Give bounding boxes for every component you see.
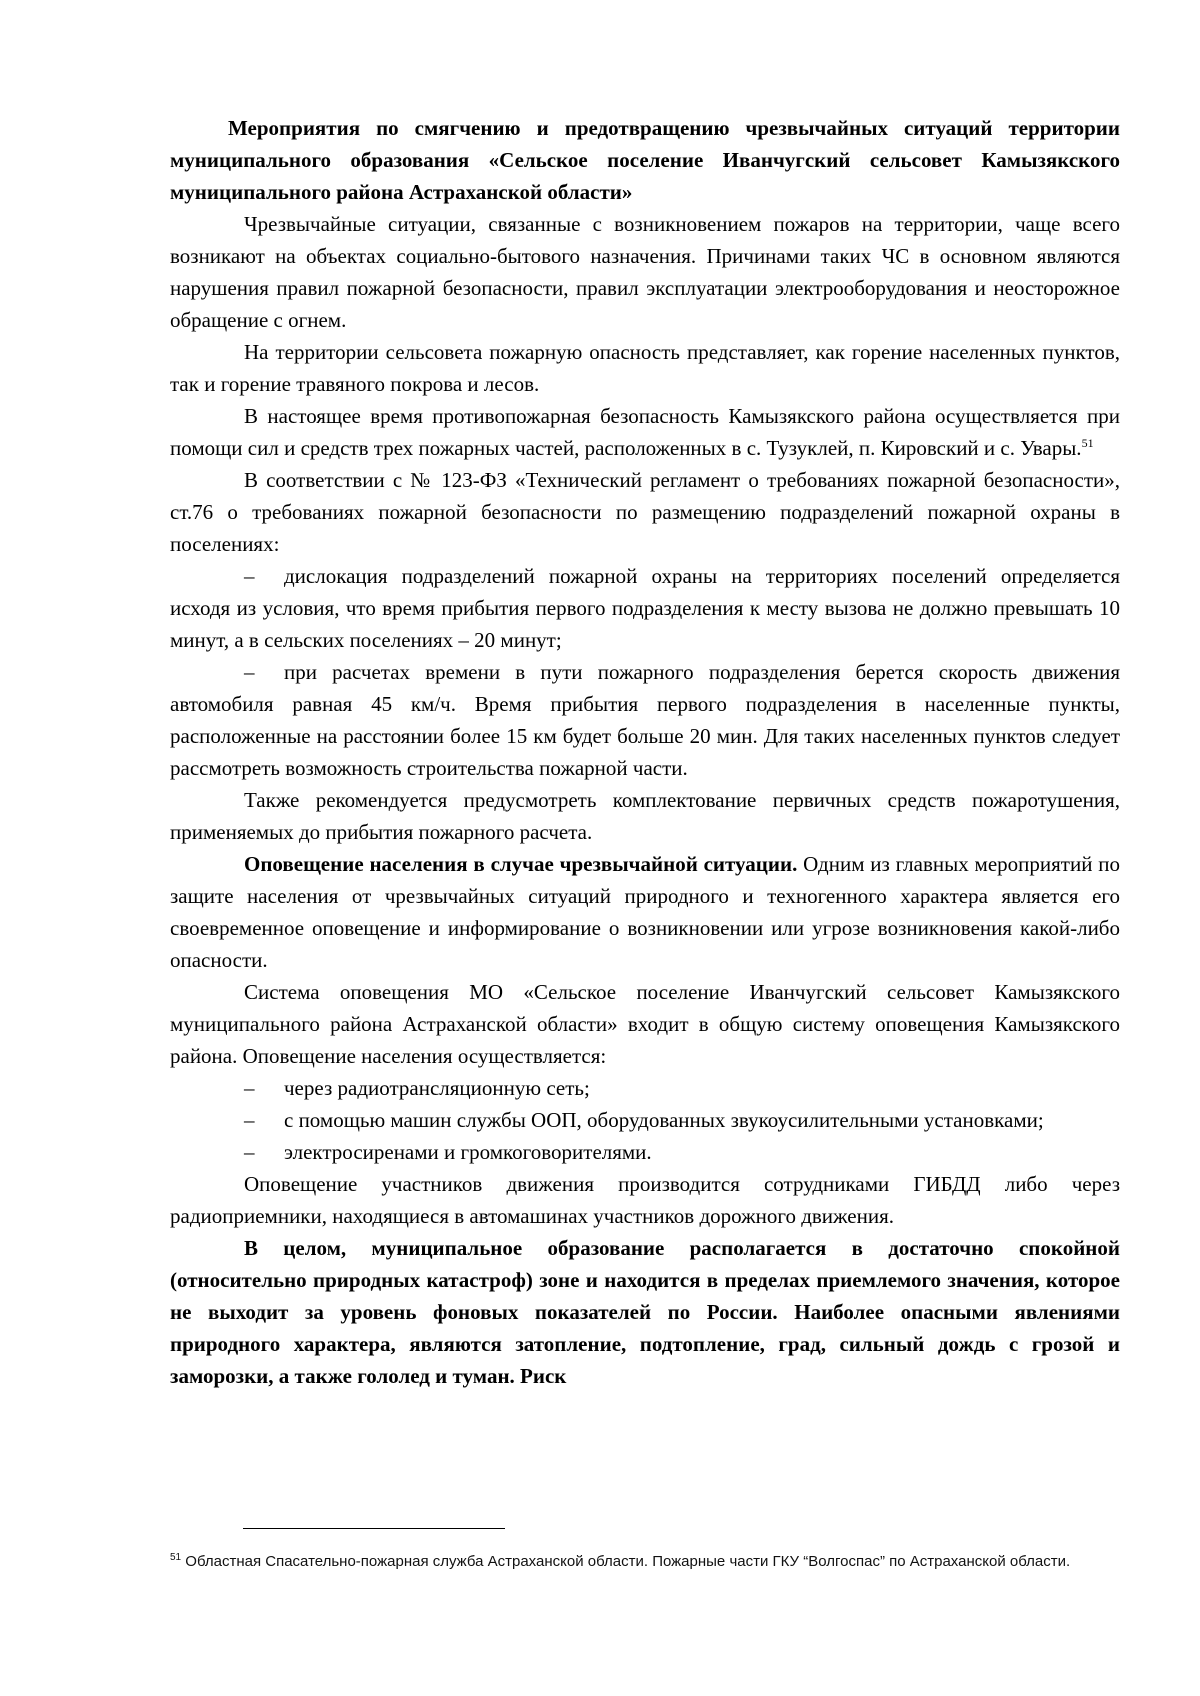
list-item-text: электросиренами и громкоговорителями.	[284, 1140, 652, 1164]
dash-marker: –	[244, 564, 255, 588]
paragraph-warning-system: Система оповещения МО «Сельское поселение Иванчугский сельсовет Камызякского муниципального района Астраханской области» входит в общую систему оповещения Камызякского района. Оповещение населения осуществляется:	[170, 980, 1120, 1068]
paragraph-regulation: В соответствии с № 123-ФЗ «Технический регламент о требованиях пожарной безопасности», ст.76 о требованиях пожарной безопасности по размещению подразделений пожарной охраны в поселениях:	[170, 468, 1120, 556]
list-item-text: через радиотрансляционную сеть;	[284, 1076, 590, 1100]
paragraph-conclusion: В целом, муниципальное образование располагается в достаточно спокойной (относительно природных катастроф) зоне и находится в пределах приемлемого значения, которое не выходит за уровень фоновых показателей по России. Наиболее опасными явлениями природного характера, являются затопление, подтопление, град, сильный дождь с грозой и заморозки, а также гололед и туман. Риск	[170, 1236, 1120, 1388]
list-item	[170, 1072, 1120, 1104]
list-item-text: дислокация подразделений пожарной охраны на территориях поселений определяется исходя из условия, что время прибытия первого подразделения к месту вызова не должно превышать 10 минут, а в сельских поселениях – 20 минут;	[170, 564, 1120, 652]
footnote	[170, 1551, 1110, 1573]
list-item-text: с помощью машин службы ООП, оборудованных звукоусилительными установками;	[284, 1108, 1044, 1132]
paragraph-traffic-warning: Оповещение участников движения производится сотрудниками ГИБДД либо через радиоприемники, находящиеся в автомашинах участников дорожного движения.	[170, 1172, 1120, 1228]
dash-marker: –	[244, 660, 255, 684]
document-body	[170, 112, 1120, 1392]
dash-marker: –	[244, 1076, 255, 1100]
list-item	[170, 1104, 1120, 1136]
list-item	[170, 560, 1120, 656]
footnote-number: 51	[170, 1552, 182, 1563]
paragraph-fire-stations	[170, 400, 1120, 464]
footnote-separator	[243, 1528, 505, 1529]
dash-marker: –	[244, 1140, 255, 1164]
paragraph-recommendation: Также рекомендуется предусмотреть комплектование первичных средств пожаротушения, применяемых до прибытия пожарного расчета.	[170, 788, 1120, 844]
section-heading: Мероприятия по смягчению и предотвращению чрезвычайных ситуаций территории муниципального образования «Сельское поселение Иванчугский сельсовет Камызякского муниципального района Астраханской области»	[170, 116, 1120, 204]
footnote-reference: 51	[1081, 436, 1094, 450]
footnote-text: Областная Спасательно-пожарная служба Астраханской области. Пожарные части ГКУ “Волгоспас” по Астраханской области.	[181, 1553, 1071, 1570]
paragraph-fire-causes: Чрезвычайные ситуации, связанные с возникновением пожаров на территории, чаще всего возникают на объектах социально-бытового назначения. Причинами таких ЧС в основном являются нарушения правил пожарной безопасности, правил эксплуатации электрооборудования и неосторожное обращение с огнем.	[170, 212, 1120, 332]
list-item	[170, 1136, 1120, 1168]
list-item	[170, 656, 1120, 784]
paragraph-warning-intro	[170, 848, 1120, 976]
list-item-text: при расчетах времени в пути пожарного подразделения берется скорость движения автомобиля равная 45 км/ч. Время прибытия первого подразделения в населенные пункты, расположенные на расстоянии более 15 км будет больше 20 мин. Для таких населенных пунктов следует рассмотреть возможность строительства пожарной части.	[170, 660, 1120, 780]
warning-subheading: Оповещение населения в случае чрезвычайной ситуации.	[244, 852, 798, 876]
paragraph-fire-stations-text: В настоящее время противопожарная безопасность Камызякского района осуществляется при помощи сил и средств трех пожарных частей, расположенных в с. Тузуклей, п. Кировский и с. Увары.	[170, 404, 1120, 460]
dash-marker: –	[244, 1108, 255, 1132]
paragraph-fire-danger: На территории сельсовета пожарную опасность представляет, как горение населенных пунктов, так и горение травяного покрова и лесов.	[170, 340, 1120, 396]
warning-intro-text: Одним из главных мероприятий по защите населения от чрезвычайных ситуаций природного и техногенного характера является его своевременное оповещение и информирование о возникновении или угрозе возникновения какой-либо опасности.	[170, 852, 1120, 972]
